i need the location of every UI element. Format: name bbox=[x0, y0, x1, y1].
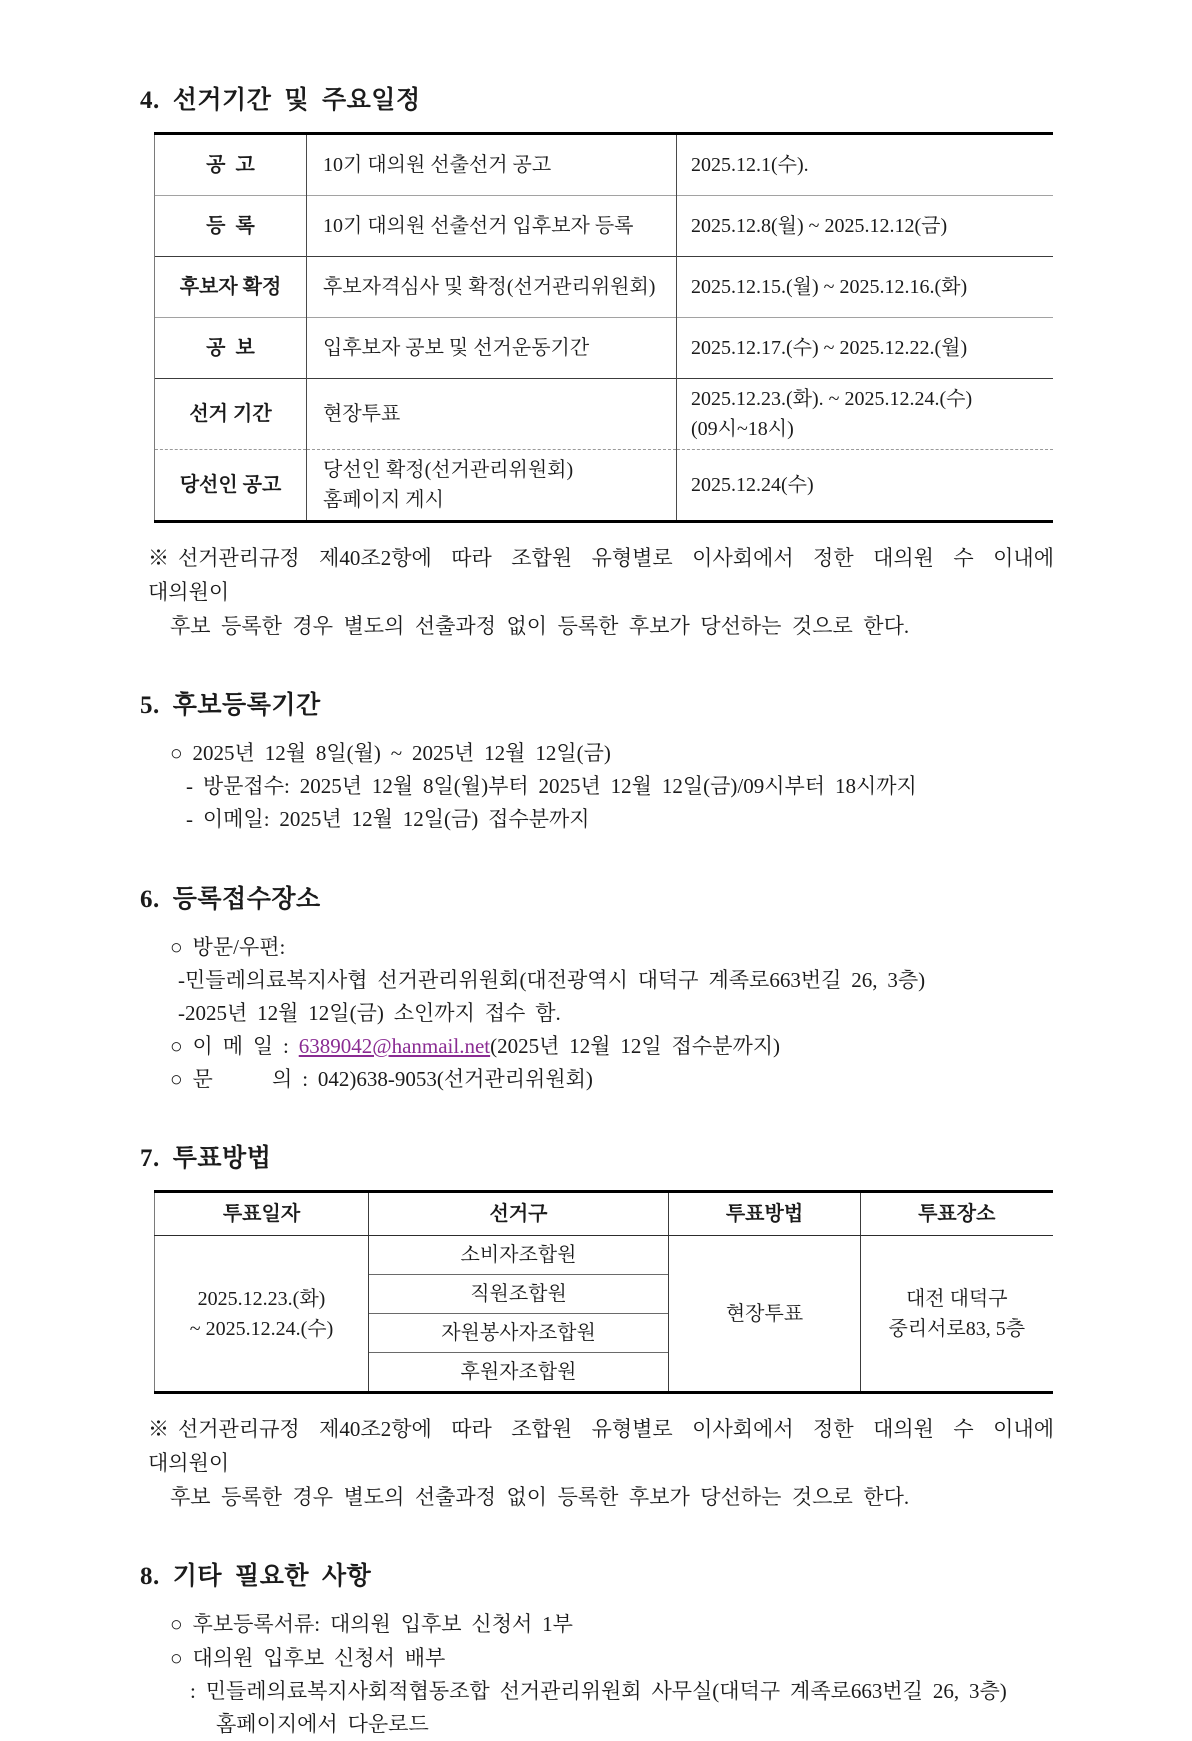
schedule-row-desc: 현장투표 bbox=[307, 379, 677, 450]
schedule-row-desc: 10기 대의원 선출선거 입후보자 등록 bbox=[307, 196, 677, 257]
voting-date-line: 2025.12.23.(화) bbox=[197, 1287, 326, 1310]
section-voting bbox=[140, 1138, 1054, 1514]
email-label: ○ 이 메 일 : bbox=[170, 1034, 299, 1059]
table-header-row bbox=[155, 1192, 1053, 1236]
email-link[interactable]: 6389042@hanmail.net bbox=[298, 1034, 491, 1059]
note-line: 후보 등록한 경우 별도의 선출과정 없이 등록한 후보가 당선하는 것으로 한다. bbox=[170, 1485, 910, 1510]
schedule-desc-line: 홈페이지 게시 bbox=[323, 489, 444, 511]
etc-office-line: : 민들레의료복지사회적협동조합 선거관리위원회 사무실(대덕구 계족로663번길 26, 3층) bbox=[190, 1678, 1007, 1703]
section-title-registration: 5. 후보등록기간 bbox=[140, 692, 321, 720]
table-row bbox=[155, 379, 1053, 450]
table-row bbox=[155, 450, 1053, 522]
section-schedule bbox=[140, 80, 1054, 643]
voting-header-method: 투표방법 bbox=[669, 1192, 861, 1236]
schedule-row-date: 2025.12.15.(월) ~ 2025.12.16.(화) bbox=[677, 257, 1053, 318]
voting-district-cell: 직원조합원 bbox=[369, 1275, 669, 1314]
location-email-line bbox=[140, 1030, 1054, 1063]
note-line: ※선거관리규정 제40조2항에 따라 조합원 유형별로 이사회에서 정한 대의원 수 이내에 대의원이 bbox=[148, 1417, 1054, 1476]
etc-dist-line: ○ 대의원 입후보 신청서 배부 bbox=[170, 1645, 446, 1670]
section-location bbox=[140, 879, 1054, 1097]
voting-place-line: 대전 대덕구 bbox=[905, 1287, 1008, 1310]
voting-place-line: 중리서로83, 5층 bbox=[888, 1317, 1026, 1340]
email-suffix: (2025년 12월 12일 접수분까지) bbox=[490, 1034, 781, 1059]
schedule-row-label: 공 보 bbox=[155, 318, 307, 379]
registration-period-line: ○ 2025년 12월 8일(월) ~ 2025년 12월 12일(금) bbox=[170, 741, 611, 766]
location-phone-line: ○ 문 의 : 042)638-9053(선거관리위원회) bbox=[170, 1067, 593, 1092]
schedule-date-line: 2025.12.23.(화). ~ 2025.12.24.(수) bbox=[691, 388, 973, 410]
voting-method-cell: 현장투표 bbox=[669, 1236, 861, 1393]
section-title-schedule: 4. 선거기간 및 주요일정 bbox=[140, 87, 421, 114]
schedule-row-label: 후보자 확정 bbox=[155, 257, 307, 318]
table-row bbox=[155, 257, 1053, 318]
schedule-row-date bbox=[677, 379, 1053, 450]
schedule-note bbox=[140, 541, 1054, 643]
location-postmark-line: -2025년 12월 12일(금) 소인까지 접수 함. bbox=[178, 1000, 561, 1025]
voting-table bbox=[154, 1190, 1053, 1394]
voting-district-cell: 후원자조합원 bbox=[369, 1353, 669, 1393]
registration-visit-line: - 방문접수: 2025년 12월 8일(월)부터 2025년 12월 12일(금)/09시부터 18시까지 bbox=[186, 774, 917, 799]
section-etc bbox=[140, 1556, 1054, 1741]
schedule-table bbox=[154, 132, 1053, 523]
section-title-location: 6. 등록접수장소 bbox=[140, 885, 321, 913]
table-row bbox=[155, 134, 1053, 196]
note-line: ※선거관리규정 제40조2항에 따라 조합원 유형별로 이사회에서 정한 대의원 수 이내에 대의원이 bbox=[148, 546, 1054, 605]
table-row bbox=[155, 1236, 1053, 1275]
section-registration bbox=[140, 685, 1054, 837]
schedule-row-label: 선거 기간 bbox=[155, 379, 307, 450]
voting-district-cell: 자원봉사자조합원 bbox=[369, 1314, 669, 1353]
voting-header-district: 선거구 bbox=[369, 1192, 669, 1236]
schedule-row-desc: 후보자격심사 및 확정(선거관리위원회) bbox=[307, 257, 677, 318]
voting-date-cell bbox=[155, 1236, 369, 1393]
note-line: 후보 등록한 경우 별도의 선출과정 없이 등록한 후보가 당선하는 것으로 한다. bbox=[170, 614, 910, 639]
schedule-row-desc bbox=[307, 450, 677, 522]
table-row bbox=[155, 318, 1053, 379]
schedule-date-line: (09시~18시) bbox=[691, 418, 794, 440]
voting-header-date: 투표일자 bbox=[155, 1192, 369, 1236]
schedule-row-date: 2025.12.17.(수) ~ 2025.12.22.(월) bbox=[677, 318, 1053, 379]
voting-place-cell bbox=[861, 1236, 1053, 1393]
schedule-row-desc: 입후보자 공보 및 선거운동기간 bbox=[307, 318, 677, 379]
etc-download-line: 홈페이지에서 다운로드 bbox=[216, 1711, 429, 1736]
schedule-row-date: 2025.12.8(월) ~ 2025.12.12(금) bbox=[677, 196, 1053, 257]
schedule-row-date: 2025.12.24(수) bbox=[677, 450, 1053, 522]
section-title-voting: 7. 투표방법 bbox=[140, 1145, 272, 1173]
section-title-etc: 8. 기타 필요한 사항 bbox=[140, 1563, 372, 1591]
table-row bbox=[155, 196, 1053, 257]
location-address-line: -민들레의료복지사협 선거관리위원회(대전광역시 대덕구 계족로663번길 26, 3층) bbox=[178, 967, 926, 992]
voting-date-line: ~ 2025.12.24.(수) bbox=[189, 1317, 334, 1340]
voting-note bbox=[140, 1412, 1054, 1514]
registration-email-line: - 이메일: 2025년 12월 12일(금) 접수분까지 bbox=[186, 807, 590, 832]
schedule-row-label: 공 고 bbox=[155, 134, 307, 196]
schedule-row-date: 2025.12.1(수). bbox=[677, 134, 1053, 196]
etc-docs-line: ○ 후보등록서류: 대의원 입후보 신청서 1부 bbox=[170, 1612, 573, 1637]
schedule-row-desc: 10기 대의원 선출선거 공고 bbox=[307, 134, 677, 196]
schedule-row-label: 등 록 bbox=[155, 196, 307, 257]
voting-district-cell: 소비자조합원 bbox=[369, 1236, 669, 1275]
location-visit-label: ○ 방문/우편: bbox=[170, 934, 286, 959]
schedule-row-label: 당선인 공고 bbox=[155, 450, 307, 522]
schedule-desc-line: 당선인 확정(선거관리위원회) bbox=[323, 459, 574, 481]
voting-header-place: 투표장소 bbox=[861, 1192, 1053, 1236]
